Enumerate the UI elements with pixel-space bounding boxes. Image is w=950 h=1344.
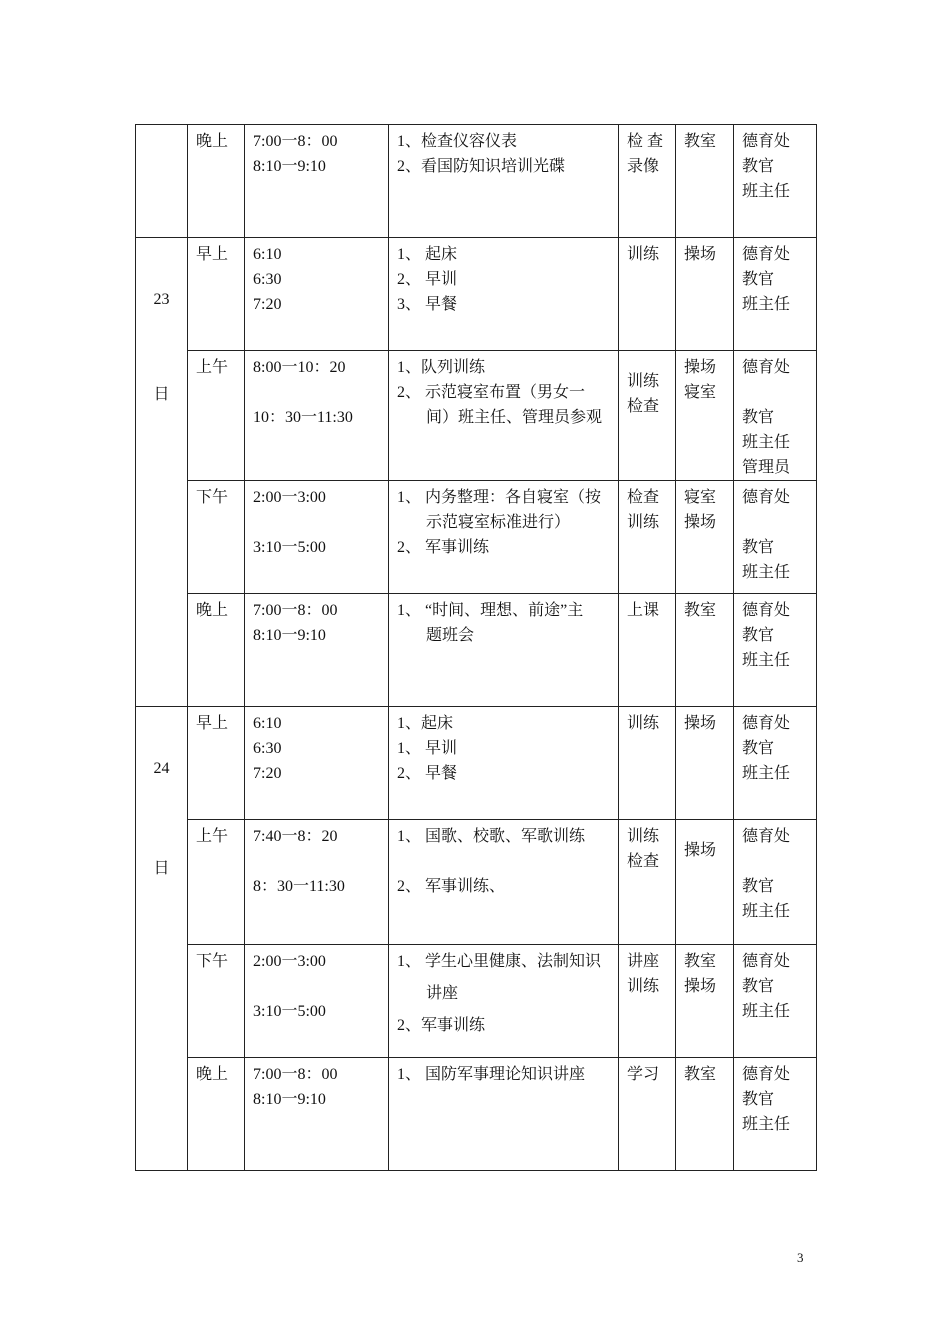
time-cell: 7:00一8：00 8:10一9:10 — [245, 1058, 389, 1171]
place-cell: 寝室 操场 — [676, 481, 734, 594]
activity-cell: 1、 国防军事理论知识讲座 — [389, 1058, 619, 1171]
day-cell-23 — [136, 238, 188, 707]
time-cell: 6:10 6:30 7:20 — [245, 238, 389, 351]
day-cell-24 — [136, 707, 188, 1171]
time-cell: 2:00一3:00 3:10一5:00 — [245, 481, 389, 594]
type-cell: 训练 检查 — [619, 351, 676, 481]
period-cell: 晚上 — [188, 594, 245, 707]
table-row — [136, 945, 817, 1058]
table-row — [136, 820, 817, 945]
activity-cell: 1、起床 1、 早训 2、 早餐 — [389, 707, 619, 820]
activity-cell: 1、 学生心里健康、法制知识 讲座 2、军事训练 — [389, 945, 619, 1058]
staff-cell: 德育处 教官 班主任 — [734, 125, 817, 238]
type-cell: 讲座 训练 — [619, 945, 676, 1058]
place-cell: 操场 寝室 — [676, 351, 734, 481]
time-cell: 7:00一8：00 8:10一9:10 — [245, 125, 389, 238]
time-cell: 6:10 6:30 7:20 — [245, 707, 389, 820]
table-row — [136, 1058, 817, 1171]
place-cell: 教室 — [676, 594, 734, 707]
table-row — [136, 481, 817, 594]
schedule-table — [135, 124, 817, 1171]
staff-cell: 德育处 教官 班主任 — [734, 1058, 817, 1171]
period-cell: 下午 — [188, 945, 245, 1058]
place-cell: 操场 — [676, 238, 734, 351]
period-cell: 晚上 — [188, 125, 245, 238]
day-suffix: 日 — [153, 386, 170, 403]
activity-cell: 1、 “时间、理想、前途”主 题班会 — [389, 594, 619, 707]
period-cell: 晚上 — [188, 1058, 245, 1171]
place-cell: 教室 — [676, 125, 734, 238]
period-cell: 早上 — [188, 238, 245, 351]
time-cell: 2:00一3:00 3:10一5:00 — [245, 945, 389, 1058]
type-cell: 检 查 录像 — [619, 125, 676, 238]
activity-cell: 1、队列训练 2、 示范寝室布置（男女一 间）班主任、管理员参观 — [389, 351, 619, 481]
page-number: 3 — [797, 1250, 804, 1265]
day-number: 24 — [153, 760, 170, 777]
type-cell: 训练 — [619, 238, 676, 351]
activity-cell: 1、 内务整理：各自寝室（按 示范寝室标准进行） 2、 军事训练 — [389, 481, 619, 594]
type-cell: 训练 — [619, 707, 676, 820]
table-row — [136, 594, 817, 707]
period-cell: 上午 — [188, 351, 245, 481]
place-cell: 教室 — [676, 1058, 734, 1171]
staff-cell: 德育处 教官 班主任 — [734, 707, 817, 820]
day-cell-empty — [136, 125, 188, 238]
time-cell: 8:00一10：20 10：30一11:30 — [245, 351, 389, 481]
staff-cell: 德育处 教官 班主任 — [734, 945, 817, 1058]
period-cell: 上午 — [188, 820, 245, 945]
table-row — [136, 707, 817, 820]
period-cell: 早上 — [188, 707, 245, 820]
period-cell: 下午 — [188, 481, 245, 594]
place-cell: 操场 — [676, 707, 734, 820]
activity-cell: 1、检查仪容仪表 2、看国防知识培训光碟 — [389, 125, 619, 238]
type-cell: 检查 训练 — [619, 481, 676, 594]
staff-cell: 德育处 教官 班主任 管理员 — [734, 351, 817, 481]
activity-cell: 1、 起床 2、 早训 3、 早餐 — [389, 238, 619, 351]
time-cell: 7:00一8：00 8:10一9:10 — [245, 594, 389, 707]
time-cell: 7:40一8：20 8：30一11:30 — [245, 820, 389, 945]
table-row — [136, 125, 817, 238]
table-row — [136, 351, 817, 481]
type-cell: 学习 — [619, 1058, 676, 1171]
day-suffix: 日 — [153, 860, 170, 877]
day-number: 23 — [153, 291, 170, 308]
type-cell: 上课 — [619, 594, 676, 707]
place-cell: 操场 — [676, 820, 734, 945]
staff-cell: 德育处 教官 班主任 — [734, 820, 817, 945]
table-row — [136, 238, 817, 351]
staff-cell: 德育处 教官 班主任 — [734, 594, 817, 707]
activity-cell: 1、 国歌、校歌、军歌训练 2、 军事训练、 — [389, 820, 619, 945]
staff-cell: 德育处 教官 班主任 — [734, 481, 817, 594]
type-cell: 训练 检查 — [619, 820, 676, 945]
staff-cell: 德育处 教官 班主任 — [734, 238, 817, 351]
place-cell: 教室 操场 — [676, 945, 734, 1058]
